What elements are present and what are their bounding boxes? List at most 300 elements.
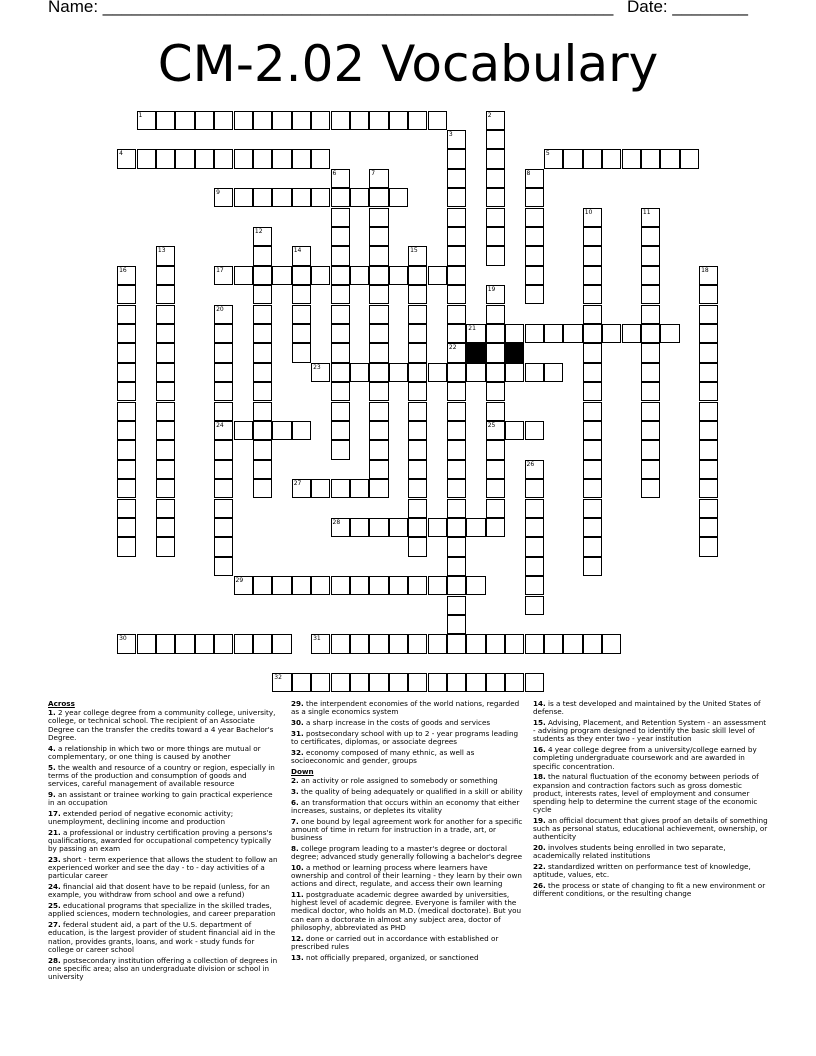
grid-cell[interactable] [156, 305, 175, 324]
grid-cell[interactable] [660, 324, 679, 343]
grid-cell[interactable] [331, 382, 350, 401]
grid-cell[interactable] [525, 479, 544, 498]
grid-cell[interactable] [234, 111, 253, 130]
grid-cell[interactable] [486, 402, 505, 421]
grid-cell[interactable] [447, 227, 466, 246]
grid-cell[interactable] [525, 285, 544, 304]
grid-cell[interactable] [447, 149, 466, 168]
grid-cell[interactable] [428, 634, 447, 653]
grid-cell[interactable] [156, 537, 175, 556]
grid-cell[interactable] [292, 246, 311, 265]
grid-cell[interactable] [408, 111, 427, 130]
grid-cell[interactable] [369, 266, 388, 285]
grid-cell[interactable] [583, 634, 602, 653]
grid-cell[interactable] [214, 402, 233, 421]
grid-cell[interactable] [253, 634, 272, 653]
grid-cell[interactable] [486, 363, 505, 382]
grid-cell[interactable] [331, 169, 350, 188]
grid-cell[interactable] [408, 421, 427, 440]
grid-cell[interactable] [253, 227, 272, 246]
grid-cell[interactable] [641, 305, 660, 324]
grid-cell[interactable] [253, 421, 272, 440]
grid-cell[interactable] [214, 537, 233, 556]
grid-cell[interactable] [156, 402, 175, 421]
grid-cell[interactable] [117, 518, 136, 537]
grid-cell[interactable] [369, 188, 388, 207]
grid-cell[interactable] [156, 111, 175, 130]
grid-cell[interactable] [292, 305, 311, 324]
grid-cell[interactable] [447, 130, 466, 149]
grid-cell[interactable] [466, 673, 485, 692]
grid-cell[interactable] [505, 634, 524, 653]
grid-cell[interactable] [447, 673, 466, 692]
grid-cell[interactable] [117, 479, 136, 498]
grid-cell[interactable] [253, 324, 272, 343]
grid-cell[interactable] [389, 673, 408, 692]
grid-cell[interactable] [331, 402, 350, 421]
grid-cell[interactable] [525, 673, 544, 692]
grid-cell[interactable] [369, 479, 388, 498]
grid-cell[interactable] [253, 576, 272, 595]
grid-cell[interactable] [525, 208, 544, 227]
grid-cell[interactable] [369, 402, 388, 421]
grid-cell[interactable] [331, 518, 350, 537]
grid-cell[interactable] [369, 634, 388, 653]
grid-cell[interactable] [253, 382, 272, 401]
grid-cell[interactable] [389, 188, 408, 207]
grid-cell[interactable] [486, 382, 505, 401]
grid-cell[interactable] [117, 634, 136, 653]
grid-cell[interactable] [641, 382, 660, 401]
grid-cell[interactable] [137, 149, 156, 168]
grid-cell[interactable] [408, 285, 427, 304]
grid-cell[interactable] [699, 363, 718, 382]
grid-cell[interactable] [428, 266, 447, 285]
grid-cell[interactable] [156, 634, 175, 653]
grid-cell[interactable] [253, 440, 272, 459]
grid-cell[interactable] [292, 343, 311, 362]
grid-cell[interactable] [350, 518, 369, 537]
grid-cell[interactable] [486, 208, 505, 227]
grid-cell[interactable] [292, 673, 311, 692]
grid-cell[interactable] [214, 343, 233, 362]
grid-cell[interactable] [253, 460, 272, 479]
grid-cell[interactable] [389, 266, 408, 285]
grid-cell[interactable] [369, 518, 388, 537]
grid-cell[interactable] [156, 246, 175, 265]
grid-cell[interactable] [292, 479, 311, 498]
grid-cell[interactable] [331, 440, 350, 459]
grid-cell[interactable] [447, 188, 466, 207]
grid-cell[interactable] [583, 557, 602, 576]
grid-cell[interactable] [331, 363, 350, 382]
grid-cell[interactable] [253, 285, 272, 304]
grid-cell[interactable] [525, 499, 544, 518]
grid-cell[interactable] [447, 596, 466, 615]
grid-cell[interactable] [137, 634, 156, 653]
grid-cell[interactable] [389, 518, 408, 537]
grid-cell[interactable] [486, 634, 505, 653]
grid-cell[interactable] [699, 460, 718, 479]
grid-cell[interactable] [234, 266, 253, 285]
grid-cell[interactable] [544, 149, 563, 168]
grid-cell[interactable] [156, 460, 175, 479]
grid-cell[interactable] [175, 149, 194, 168]
grid-cell[interactable] [117, 324, 136, 343]
grid-cell[interactable] [583, 421, 602, 440]
grid-cell[interactable] [641, 266, 660, 285]
grid-cell[interactable] [602, 634, 621, 653]
grid-cell[interactable] [583, 285, 602, 304]
grid-cell[interactable] [175, 111, 194, 130]
grid-cell[interactable] [641, 343, 660, 362]
grid-cell[interactable] [369, 460, 388, 479]
grid-cell[interactable] [369, 227, 388, 246]
grid-cell[interactable] [292, 266, 311, 285]
grid-cell[interactable] [214, 188, 233, 207]
grid-cell[interactable] [428, 363, 447, 382]
grid-cell[interactable] [253, 363, 272, 382]
grid-cell[interactable] [660, 149, 679, 168]
grid-cell[interactable] [234, 421, 253, 440]
grid-cell[interactable] [486, 499, 505, 518]
grid-cell[interactable] [583, 208, 602, 227]
grid-cell[interactable] [466, 576, 485, 595]
grid-cell[interactable] [156, 149, 175, 168]
grid-cell[interactable] [447, 285, 466, 304]
grid-cell[interactable] [699, 266, 718, 285]
grid-cell[interactable] [602, 324, 621, 343]
grid-cell[interactable] [447, 479, 466, 498]
grid-cell[interactable] [563, 149, 582, 168]
grid-cell[interactable] [117, 440, 136, 459]
grid-cell[interactable] [408, 537, 427, 556]
grid-cell[interactable] [408, 305, 427, 324]
grid-cell[interactable] [292, 111, 311, 130]
grid-cell[interactable] [331, 266, 350, 285]
grid-cell[interactable] [117, 363, 136, 382]
grid-cell[interactable] [369, 324, 388, 343]
grid-cell[interactable] [583, 227, 602, 246]
grid-cell[interactable] [369, 246, 388, 265]
grid-cell[interactable] [272, 149, 291, 168]
grid-cell[interactable] [311, 479, 330, 498]
grid-cell[interactable] [525, 266, 544, 285]
grid-cell[interactable] [292, 285, 311, 304]
grid-cell[interactable] [156, 266, 175, 285]
grid-cell[interactable] [602, 149, 621, 168]
grid-cell[interactable] [234, 149, 253, 168]
grid-cell[interactable] [117, 149, 136, 168]
grid-cell[interactable] [234, 576, 253, 595]
grid-cell[interactable] [389, 634, 408, 653]
grid-cell[interactable] [641, 227, 660, 246]
grid-cell[interactable] [563, 634, 582, 653]
grid-cell[interactable] [156, 479, 175, 498]
grid-cell[interactable] [369, 208, 388, 227]
grid-cell[interactable] [369, 440, 388, 459]
grid-cell[interactable] [331, 305, 350, 324]
grid-cell[interactable] [331, 324, 350, 343]
grid-cell[interactable] [234, 188, 253, 207]
grid-cell[interactable] [525, 246, 544, 265]
grid-cell[interactable] [641, 460, 660, 479]
grid-cell[interactable] [486, 188, 505, 207]
grid-cell[interactable] [272, 111, 291, 130]
grid-cell[interactable] [525, 634, 544, 653]
grid-cell[interactable] [292, 421, 311, 440]
grid-cell[interactable] [563, 324, 582, 343]
grid-cell[interactable] [699, 440, 718, 459]
grid-cell[interactable] [466, 324, 485, 343]
grid-cell[interactable] [583, 149, 602, 168]
grid-cell[interactable] [447, 421, 466, 440]
grid-cell[interactable] [486, 324, 505, 343]
grid-cell[interactable] [544, 324, 563, 343]
grid-cell[interactable] [408, 343, 427, 362]
grid-cell[interactable] [214, 111, 233, 130]
grid-cell[interactable] [641, 421, 660, 440]
grid-cell[interactable] [156, 343, 175, 362]
grid-cell[interactable] [583, 518, 602, 537]
grid-cell[interactable] [583, 460, 602, 479]
grid-cell[interactable] [389, 363, 408, 382]
grid-cell[interactable] [622, 324, 641, 343]
grid-cell[interactable] [486, 518, 505, 537]
grid-cell[interactable] [447, 343, 466, 362]
grid-cell[interactable] [583, 499, 602, 518]
grid-cell[interactable] [525, 363, 544, 382]
grid-cell[interactable] [117, 421, 136, 440]
grid-cell[interactable] [156, 440, 175, 459]
grid-cell[interactable] [699, 518, 718, 537]
grid-cell[interactable] [641, 285, 660, 304]
grid-cell[interactable] [408, 576, 427, 595]
grid-cell[interactable] [583, 402, 602, 421]
grid-cell[interactable] [389, 111, 408, 130]
grid-cell[interactable] [699, 305, 718, 324]
grid-cell[interactable] [641, 246, 660, 265]
grid-cell[interactable] [583, 537, 602, 556]
grid-cell[interactable] [486, 169, 505, 188]
grid-cell[interactable] [525, 557, 544, 576]
grid-cell[interactable] [486, 305, 505, 324]
grid-cell[interactable] [408, 402, 427, 421]
grid-cell[interactable] [486, 460, 505, 479]
grid-cell[interactable] [253, 479, 272, 498]
grid-cell[interactable] [408, 266, 427, 285]
grid-cell[interactable] [447, 518, 466, 537]
grid-cell[interactable] [117, 305, 136, 324]
grid-cell[interactable] [331, 343, 350, 362]
grid-cell[interactable] [350, 634, 369, 653]
grid-cell[interactable] [253, 343, 272, 362]
grid-cell[interactable] [292, 188, 311, 207]
grid-cell[interactable] [214, 479, 233, 498]
grid-cell[interactable] [253, 111, 272, 130]
grid-cell[interactable] [156, 363, 175, 382]
grid-cell[interactable] [447, 208, 466, 227]
grid-cell[interactable] [331, 246, 350, 265]
grid-cell[interactable] [369, 673, 388, 692]
grid-cell[interactable] [583, 246, 602, 265]
grid-cell[interactable] [331, 285, 350, 304]
grid-cell[interactable] [331, 576, 350, 595]
grid-cell[interactable] [428, 673, 447, 692]
grid-cell[interactable] [699, 537, 718, 556]
grid-cell[interactable] [428, 576, 447, 595]
grid-cell[interactable] [272, 576, 291, 595]
grid-cell[interactable] [699, 499, 718, 518]
grid-cell[interactable] [583, 363, 602, 382]
grid-cell[interactable] [156, 499, 175, 518]
grid-cell[interactable] [117, 402, 136, 421]
grid-cell[interactable] [117, 460, 136, 479]
grid-cell[interactable] [272, 673, 291, 692]
grid-cell[interactable] [214, 363, 233, 382]
grid-cell[interactable] [253, 402, 272, 421]
grid-cell[interactable] [311, 673, 330, 692]
grid-cell[interactable] [311, 363, 330, 382]
grid-cell[interactable] [311, 149, 330, 168]
grid-cell[interactable] [505, 324, 524, 343]
grid-cell[interactable] [680, 149, 699, 168]
grid-cell[interactable] [156, 324, 175, 343]
grid-cell[interactable] [369, 169, 388, 188]
grid-cell[interactable] [583, 382, 602, 401]
grid-cell[interactable] [583, 343, 602, 362]
grid-cell[interactable] [272, 188, 291, 207]
grid-cell[interactable] [505, 673, 524, 692]
grid-cell[interactable] [350, 479, 369, 498]
grid-cell[interactable] [699, 479, 718, 498]
grid-cell[interactable] [137, 111, 156, 130]
grid-cell[interactable] [583, 305, 602, 324]
grid-cell[interactable] [428, 111, 447, 130]
grid-cell[interactable] [699, 382, 718, 401]
grid-cell[interactable] [408, 460, 427, 479]
grid-cell[interactable] [583, 479, 602, 498]
grid-cell[interactable] [234, 634, 253, 653]
grid-cell[interactable] [408, 518, 427, 537]
grid-cell[interactable] [486, 111, 505, 130]
grid-cell[interactable] [214, 440, 233, 459]
grid-cell[interactable] [272, 266, 291, 285]
grid-cell[interactable] [331, 421, 350, 440]
grid-cell[interactable] [331, 227, 350, 246]
grid-cell[interactable] [253, 149, 272, 168]
grid-cell[interactable] [311, 111, 330, 130]
grid-cell[interactable] [331, 673, 350, 692]
grid-cell[interactable] [117, 382, 136, 401]
grid-cell[interactable] [350, 576, 369, 595]
grid-cell[interactable] [525, 188, 544, 207]
grid-cell[interactable] [466, 518, 485, 537]
grid-cell[interactable] [311, 634, 330, 653]
grid-cell[interactable] [447, 634, 466, 653]
grid-cell[interactable] [447, 266, 466, 285]
grid-cell[interactable] [486, 227, 505, 246]
grid-cell[interactable] [466, 363, 485, 382]
grid-cell[interactable] [117, 266, 136, 285]
grid-cell[interactable] [641, 440, 660, 459]
grid-cell[interactable] [699, 402, 718, 421]
grid-cell[interactable] [369, 343, 388, 362]
grid-cell[interactable] [447, 440, 466, 459]
grid-cell[interactable] [156, 382, 175, 401]
grid-cell[interactable] [583, 266, 602, 285]
grid-cell[interactable] [214, 421, 233, 440]
grid-cell[interactable] [525, 421, 544, 440]
grid-cell[interactable] [525, 596, 544, 615]
grid-cell[interactable] [525, 518, 544, 537]
grid-cell[interactable] [486, 479, 505, 498]
grid-cell[interactable] [408, 324, 427, 343]
grid-cell[interactable] [583, 440, 602, 459]
grid-cell[interactable] [447, 615, 466, 634]
grid-cell[interactable] [369, 382, 388, 401]
grid-cell[interactable] [447, 557, 466, 576]
grid-cell[interactable] [525, 324, 544, 343]
grid-cell[interactable] [214, 518, 233, 537]
grid-cell[interactable] [544, 363, 563, 382]
grid-cell[interactable] [214, 460, 233, 479]
grid-cell[interactable] [253, 246, 272, 265]
grid-cell[interactable] [195, 149, 214, 168]
grid-cell[interactable] [253, 266, 272, 285]
grid-cell[interactable] [117, 343, 136, 362]
grid-cell[interactable] [408, 382, 427, 401]
grid-cell[interactable] [195, 111, 214, 130]
grid-cell[interactable] [641, 208, 660, 227]
grid-cell[interactable] [408, 440, 427, 459]
grid-cell[interactable] [699, 421, 718, 440]
grid-cell[interactable] [408, 363, 427, 382]
grid-cell[interactable] [117, 537, 136, 556]
grid-cell[interactable] [408, 246, 427, 265]
grid-cell[interactable] [505, 363, 524, 382]
grid-cell[interactable] [369, 576, 388, 595]
grid-cell[interactable] [350, 266, 369, 285]
grid-cell[interactable] [350, 188, 369, 207]
grid-cell[interactable] [525, 537, 544, 556]
grid-cell[interactable] [253, 305, 272, 324]
grid-cell[interactable] [525, 169, 544, 188]
grid-cell[interactable] [117, 285, 136, 304]
grid-cell[interactable] [622, 149, 641, 168]
grid-cell[interactable] [311, 188, 330, 207]
grid-cell[interactable] [641, 402, 660, 421]
grid-cell[interactable] [408, 499, 427, 518]
grid-cell[interactable] [699, 285, 718, 304]
grid-cell[interactable] [350, 111, 369, 130]
grid-cell[interactable] [505, 421, 524, 440]
grid-cell[interactable] [447, 402, 466, 421]
grid-cell[interactable] [156, 285, 175, 304]
grid-cell[interactable] [408, 479, 427, 498]
grid-cell[interactable] [214, 499, 233, 518]
grid-cell[interactable] [156, 518, 175, 537]
grid-cell[interactable] [350, 363, 369, 382]
grid-cell[interactable] [331, 208, 350, 227]
grid-cell[interactable] [447, 324, 466, 343]
grid-cell[interactable] [447, 382, 466, 401]
grid-cell[interactable] [447, 460, 466, 479]
grid-cell[interactable] [641, 479, 660, 498]
grid-cell[interactable] [214, 266, 233, 285]
grid-cell[interactable] [486, 673, 505, 692]
grid-cell[interactable] [428, 518, 447, 537]
